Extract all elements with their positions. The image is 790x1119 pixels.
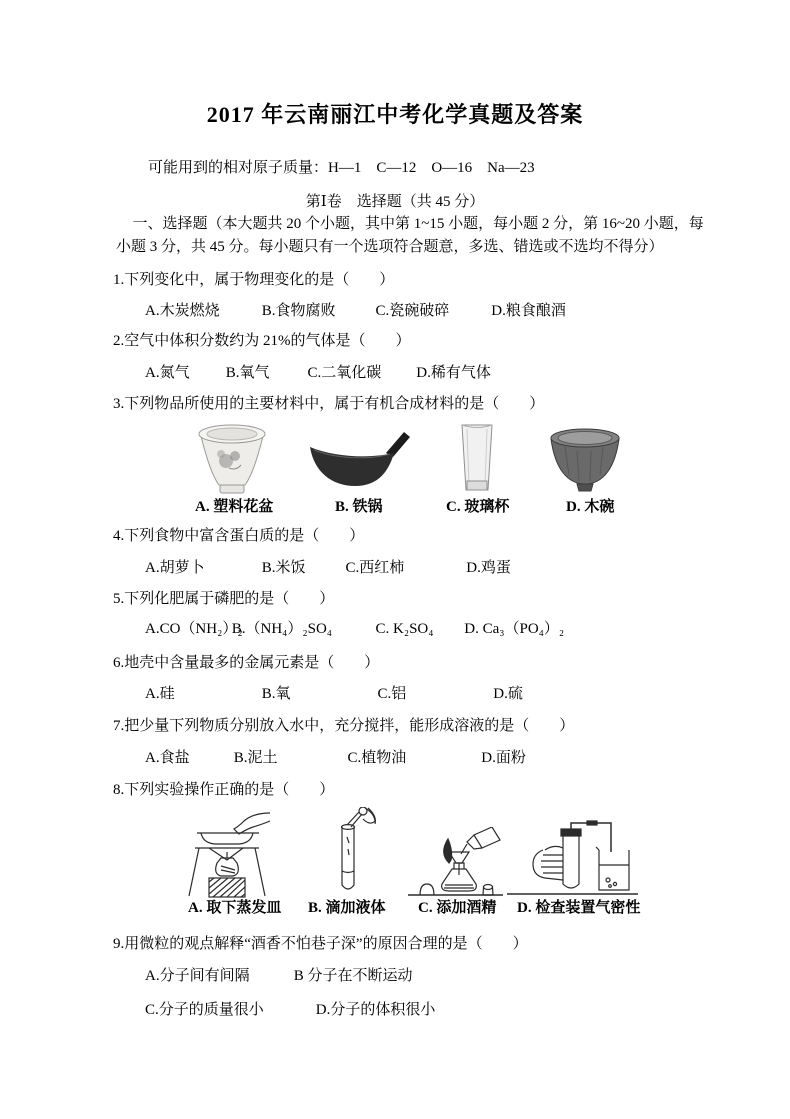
figure-label-a: A. 塑料花盆 bbox=[195, 499, 274, 515]
question-5-stem: 5.下列化肥属于磷肥的是（ ） bbox=[113, 591, 335, 607]
option-a: A.CO（NH₂）₂ bbox=[145, 621, 243, 637]
plastic-flowerpot-image bbox=[196, 423, 268, 497]
question-9-options-row1 bbox=[145, 967, 413, 985]
question-6-stem: 6.地壳中含量最多的金属元素是（ ） bbox=[113, 655, 380, 671]
option-d: D.鸡蛋 bbox=[466, 560, 511, 576]
option-b: B.氧气 bbox=[225, 365, 270, 381]
option-d: D.面粉 bbox=[481, 750, 526, 766]
figure-label-b: B. 滴加液体 bbox=[308, 900, 386, 916]
question-2-stem: 2.空气中体积分数约为 21%的气体是（ ） bbox=[113, 333, 411, 349]
question-1-stem: 1.下列变化中，属于物理变化的是（ ） bbox=[113, 272, 395, 288]
question-9-options-row2 bbox=[145, 1001, 435, 1019]
option-a: A.食盐 bbox=[145, 750, 190, 766]
option-c: C.铝 bbox=[377, 686, 407, 702]
option-a: A.木炭燃烧 bbox=[145, 303, 220, 319]
option-b: B.米饭 bbox=[261, 560, 306, 576]
figure-label-d: D. 木碗 bbox=[566, 499, 615, 515]
add-alcohol-figure bbox=[408, 827, 503, 898]
option-b: B.（NH₄）₂SO₄ bbox=[231, 621, 333, 637]
question-9-stem: 9.用微粒的观点解释“酒香不怕巷子深”的原因合理的是（ ） bbox=[113, 936, 528, 952]
option-d: D.硫 bbox=[493, 686, 523, 702]
atomic-mass-note: 可能用到的相对原子质量：H—1 C—12 O—16 Na—23 bbox=[148, 160, 535, 176]
option-b: B.泥土 bbox=[233, 750, 278, 766]
option-a: A.硅 bbox=[145, 686, 175, 702]
question-4-options bbox=[145, 559, 511, 577]
figure-label-a: A. 取下蒸发皿 bbox=[188, 900, 282, 916]
option-c: C. K₂SO₄ bbox=[375, 621, 434, 637]
question-7-options bbox=[145, 749, 526, 767]
option-d: D.粮食酿酒 bbox=[491, 303, 566, 319]
question-4-stem: 4.下列食物中富含蛋白质的是（ ） bbox=[113, 528, 365, 544]
question-7-stem: 7.把少量下列物质分别放入水中，充分搅拌，能形成溶液的是（ ） bbox=[113, 718, 575, 734]
question-3-stem: 3.下列物品所使用的主要材料中，属于有机合成材料的是（ ） bbox=[113, 396, 545, 412]
figure-label-c: C. 添加酒精 bbox=[418, 900, 497, 916]
option-c: C.分子的质量很小 bbox=[145, 1002, 264, 1018]
question-1-options bbox=[145, 302, 566, 320]
question-8-stem: 8.下列实验操作正确的是（ ） bbox=[113, 782, 335, 798]
option-d: D.分子的体积很小 bbox=[315, 1002, 436, 1018]
section-intro: 一、选择题（本大题共 20 个小题，其中第 1~15 小题，每小题 2 分，第 16~20 小题，每小题 3 分，共 45 分。每小题只有一个选项符合题意，多选、错选或不选均不得分） bbox=[116, 216, 704, 255]
check-airtightness-figure bbox=[505, 820, 640, 898]
option-c: C.二氧化碳 bbox=[307, 365, 382, 381]
wooden-bowl-image bbox=[549, 427, 621, 494]
question-6-options bbox=[145, 685, 523, 703]
page-title: 2017 年云南丽江中考化学真题及答案 bbox=[206, 102, 584, 127]
figure-label-c: C. 玻璃杯 bbox=[446, 499, 510, 515]
option-c: C.瓷碗破碎 bbox=[375, 303, 450, 319]
option-a: A.氮气 bbox=[145, 365, 190, 381]
option-d: D.稀有气体 bbox=[416, 365, 491, 381]
remove-evaporating-dish-figure bbox=[183, 810, 273, 898]
option-c: C.西红柿 bbox=[345, 560, 405, 576]
section-header: 第Ⅰ卷 选择题（共 45 分） bbox=[305, 194, 485, 210]
option-a: A.分子间有间隔 bbox=[145, 968, 250, 984]
question-5-options bbox=[145, 620, 564, 638]
option-b: B.食物腐败 bbox=[261, 303, 336, 319]
iron-wok-image bbox=[308, 428, 412, 492]
figure-label-d: D. 检查装置气密性 bbox=[517, 900, 641, 916]
question-2-options bbox=[145, 364, 491, 382]
option-d: D. Ca₃（PO₄）₂ bbox=[464, 621, 565, 637]
figure-label-b: B. 铁锅 bbox=[335, 499, 383, 515]
add-liquid-dropper-figure bbox=[318, 807, 378, 899]
option-c: C.植物油 bbox=[347, 750, 407, 766]
option-a: A.胡萝卜 bbox=[145, 560, 205, 576]
option-b: B 分子在不断运动 bbox=[293, 968, 413, 984]
option-b: B.氧 bbox=[261, 686, 291, 702]
glass-cup-image bbox=[455, 423, 499, 496]
